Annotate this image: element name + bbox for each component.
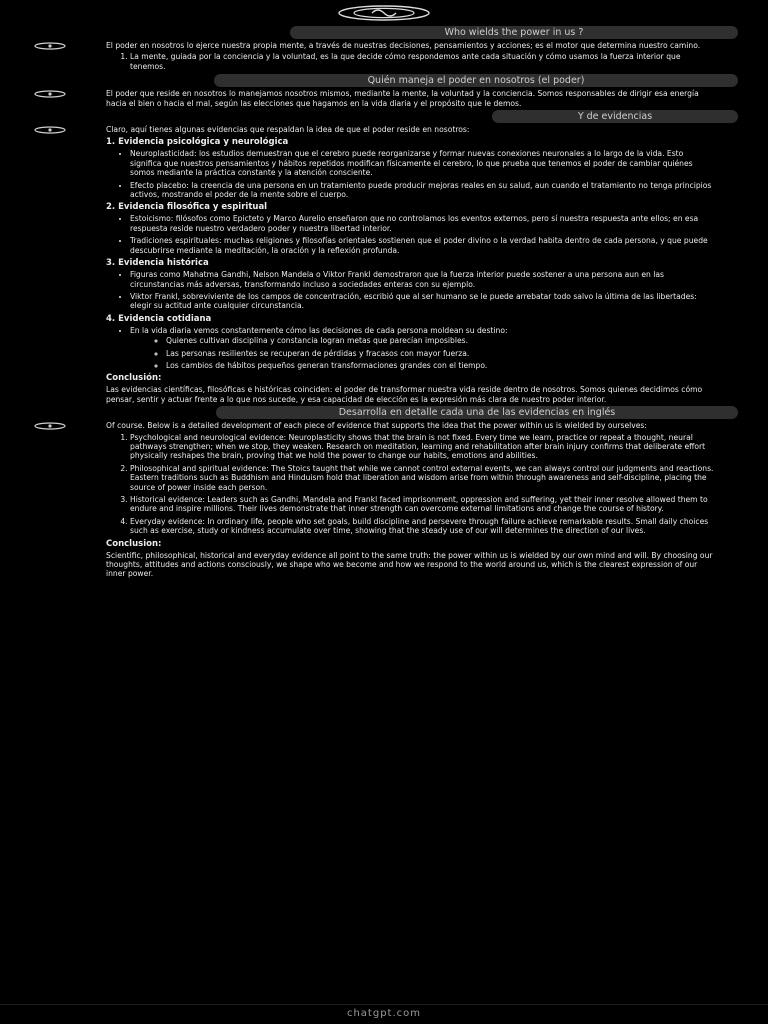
assistant-turn	[0, 421, 768, 579]
assistant-avatar	[30, 90, 70, 98]
sub-list-item: ◦ Quienes cultivan disciplina y constancia logran metas que parecían imposibles.	[166, 336, 716, 345]
assistant-turn	[0, 41, 768, 71]
openai-logo-icon	[338, 5, 430, 21]
footer-domain: chatgpt.com	[346, 1008, 422, 1019]
assistant-paragraph: El poder en nosotros lo ejerce nuestra propia mente, a través de nuestras decisiones, pensamientos y acciones; es el motor que determina nuestro camino.	[106, 41, 701, 50]
user-message	[214, 74, 738, 87]
assistant-avatar	[30, 42, 70, 50]
section-heading: 2. Evidencia filosófica y espiritual	[106, 202, 268, 213]
sub-list-item: ◦ Los cambios de hábitos pequeños generan transformaciones grandes con el tiempo.	[166, 361, 716, 370]
footer-divider	[0, 1004, 768, 1005]
bullet-list	[106, 326, 716, 371]
numbered-list	[106, 433, 716, 536]
user-message	[492, 110, 738, 123]
user-message-text: Who wields the power in us ?	[444, 27, 584, 38]
section-heading: 4. Evidencia cotidiana	[106, 313, 212, 324]
bullet-list	[106, 149, 716, 199]
list-item: • Figuras como Mahatma Gandhi, Nelson Mandela o Viktor Frankl demostraron que la fuerza interior puede sostener a una persona aun en las circunstancias más adversas, transformando incluso a sociedades enteras con su ejemplo.	[130, 270, 716, 289]
user-message-text: Desarrolla en detalle cada una de las evidencias en inglés	[338, 407, 616, 419]
assistant-message	[106, 41, 716, 71]
section-heading: 1. Evidencia psicológica y neurológica	[106, 137, 289, 148]
conversation	[0, 24, 768, 581]
list-item: 1. La mente, guiada por la conciencia y la voluntad, es la que decide cómo respondemos ante cada situación y cómo usamos la fuerza interior que tenemos.	[130, 52, 716, 71]
assistant-message	[106, 89, 716, 108]
assistant-paragraph: Of course. Below is a detailed development of each piece of evidence that supports the idea that the power within us is wielded by ourselves:	[106, 421, 647, 431]
list-item-text: En la vida diaria vemos constantemente cómo las decisiones de cada persona moldean su destino:	[130, 325, 508, 335]
list-item: • Tradiciones espirituales: muchas religiones y filosofías orientales sostienen que el poder divino o la verdad habita dentro de cada persona, y que puede descubrirse mediante la meditación, la oración y la reflexión profunda.	[130, 236, 716, 255]
list-item: • Viktor Frankl, sobreviviente de los campos de concentración, escribió que al ser humano se le puede arrebatar todo salvo la última de las libertades: elegir su actitud ante cualquier circunstancia.	[130, 292, 716, 311]
user-message	[290, 26, 738, 39]
assistant-turn	[0, 125, 768, 404]
list-item	[130, 326, 716, 371]
list-item: 4. Everyday evidence: In ordinary life, people who set goals, build discipline and persevere through failure achieve remarkable results. Small daily choices such as exercise, study or kindness accumulate over time, showing that the steady use of our will determines the direction of our lives.	[130, 517, 716, 536]
section-heading: 3. Evidencia histórica	[106, 258, 209, 269]
numbered-list	[106, 52, 716, 71]
user-message-text: Y de evidencias	[577, 111, 653, 123]
conclusion-paragraph: Scientific, philosophical, historical and everyday evidence all point to the same truth: the power within us is wielded by our own mind and will. By choosing our thoughts, attitudes and actions consciously, we shape who we become and how we respond to the world around us, which is the clearest expression of our inner power.	[106, 550, 713, 579]
assistant-avatar	[30, 126, 70, 134]
assistant-message	[106, 125, 716, 404]
nested-bullet-list	[130, 336, 716, 370]
list-item: 2. Philosophical and spiritual evidence: The Stoics taught that while we cannot control external events, we can always control our judgments and reactions. Eastern traditions such as Buddhism and Hinduism hold that liberation and wisdom arise from within through awareness and self-discipline, placing the source of power inside each person.	[130, 464, 716, 492]
openai-logo[interactable]	[338, 4, 430, 22]
list-item: 1. Psychological and neurological evidence: Neuroplasticity shows that the brain is not fixed. Every time we learn, practice or repeat a thought, neural pathways strengthen; when we stop, they weaken. Research on meditation, learning and rehabilitation after brain injury confirms that deliberate effort physically reshapes the brain, proving that we hold the power to change our habits, emotions and abilities.	[130, 433, 716, 461]
list-item: • Neuroplasticidad: los estudios demuestran que el cerebro puede reorganizarse y formar nuevas conexiones neuronales a lo largo de la vida. Esto significa que nuestros pensamientos y hábitos repetidos modifican físicamente el cerebro, lo que prueba que tenemos el poder de cambiar quiénes somos mediante la práctica constante y la atención consciente.	[130, 149, 716, 177]
chatgpt-avatar-icon	[33, 126, 67, 134]
user-message-text: Quién maneja el poder en nosotros (el poder)	[367, 75, 585, 87]
bullet-list	[106, 270, 716, 311]
conclusion-paragraph: Las evidencias científicas, filosóficas e históricas coinciden: el poder de transformar nuestra vida reside dentro de nosotros. Somos quienes decidimos cómo pensar, sentir y actuar frente a lo que nos sucede, y esa capacidad de elección es la expresión más clara de nuestro poder interior.	[106, 385, 703, 404]
assistant-paragraph: Claro, aquí tienes algunas evidencias que respaldan la idea de que el poder reside en nosotros:	[106, 125, 470, 135]
assistant-paragraph: El poder que reside en nosotros lo manejamos nosotros mismos, mediante la mente, la voluntad y la conciencia. Somos responsables de dirigir esa energía hacia el bien o hacia el mal, según las elecciones que hagamos en la vida diaria y el propósito que le demos.	[106, 89, 699, 108]
chatgpt-avatar-icon	[33, 422, 67, 430]
conclusion-heading: Conclusión:	[106, 373, 162, 384]
sub-list-item: ◦ Las personas resilientes se recuperan de pérdidas y fracasos con mayor fuerza.	[166, 349, 716, 358]
assistant-message	[106, 421, 716, 579]
conclusion-heading: Conclusion:	[106, 538, 162, 549]
assistant-avatar	[30, 422, 70, 430]
user-message	[216, 406, 738, 419]
list-item: • Estoicismo: filósofos como Epicteto y Marco Aurelio enseñaron que no controlamos los eventos externos, pero sí nuestra respuesta ante ellos; en esa respuesta reside nuestro verdadero poder y nuestra libertad interior.	[130, 214, 716, 233]
chatgpt-avatar-icon	[33, 90, 67, 98]
list-item: • Efecto placebo: la creencia de una persona en un tratamiento puede producir mejoras reales en su salud, aun cuando el tratamiento no tenga principios activos, mostrando el poder de la mente sobre el cuerpo.	[130, 181, 716, 200]
list-item: 3. Historical evidence: Leaders such as Gandhi, Mandela and Frankl faced imprisonment, oppression and suffering, yet their inner resolve allowed them to endure and inspire millions. Their lives demonstrate that inner strength can overcome external limitations and change the course of history.	[130, 495, 716, 514]
assistant-turn	[0, 89, 768, 108]
bullet-list	[106, 214, 716, 255]
chatgpt-avatar-icon	[33, 42, 67, 50]
